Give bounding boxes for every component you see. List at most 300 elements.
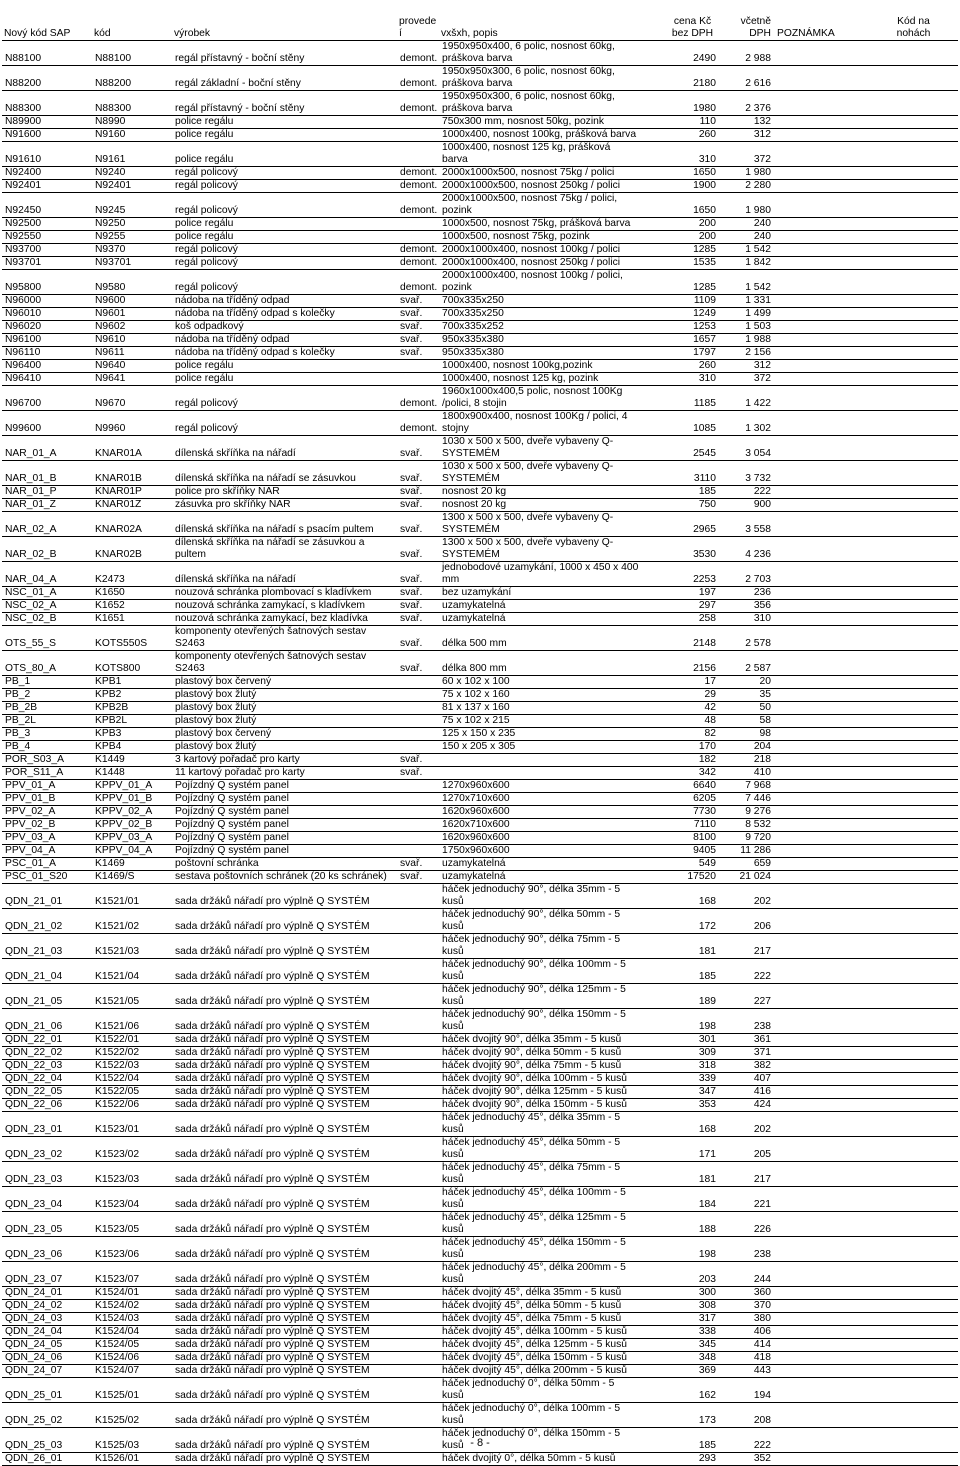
cell-price-without-vat: 181: [663, 934, 720, 959]
cell-price-with-vat: 2 616: [720, 66, 775, 91]
cell-execution: [397, 1403, 439, 1428]
cell-note: [775, 334, 867, 347]
cell-leg-code: [867, 715, 958, 728]
cell-description: 2000x1000x500, nosnost 250kg / polici: [439, 180, 663, 193]
cell-execution: [397, 741, 439, 754]
cell-price-without-vat: 2156: [663, 651, 720, 676]
cell-code: K1522/05: [92, 1086, 172, 1099]
cell-description: 2000x1000x400, nosnost 250kg / polici: [439, 257, 663, 270]
cell-note: [775, 689, 867, 702]
cell-price-without-vat: 339: [663, 1073, 720, 1086]
cell-price-with-vat: 204: [720, 741, 775, 754]
cell-price-with-vat: 360: [720, 1287, 775, 1300]
header-code: kód: [92, 10, 172, 41]
cell-note: [775, 1086, 867, 1099]
cell-price-with-vat: 418: [720, 1352, 775, 1365]
cell-price-without-vat: 1109: [663, 295, 720, 308]
cell-note: [775, 858, 867, 871]
cell-execution: demont.: [397, 411, 439, 436]
cell-execution: svař.: [397, 651, 439, 676]
cell-code: K1521/06: [92, 1009, 172, 1034]
cell-description: háček jednoduchý 45°, délka 75mm - 5 kusů: [439, 1162, 663, 1187]
cell-code: N9611: [92, 347, 172, 360]
cell-note: [775, 180, 867, 193]
cell-sap-code: QDN_22_02: [2, 1047, 92, 1060]
cell-price-without-vat: 185: [663, 486, 720, 499]
cell-product: koš odpadkový: [172, 321, 397, 334]
table-row: [2, 1453, 958, 1466]
cell-description: 950x335x380: [439, 347, 663, 360]
cell-sap-code: N92500: [2, 218, 92, 231]
cell-sap-code: QDN_24_04: [2, 1326, 92, 1339]
cell-leg-code: [867, 651, 958, 676]
cell-price-with-vat: 312: [720, 360, 775, 373]
cell-sap-code: PB_2B: [2, 702, 92, 715]
cell-leg-code: [867, 702, 958, 715]
cell-leg-code: [867, 270, 958, 295]
cell-execution: [397, 1237, 439, 1262]
cell-sap-code: QDN_23_01: [2, 1112, 92, 1137]
cell-price-without-vat: 1980: [663, 91, 720, 116]
cell-code: KPPV_02_B: [92, 819, 172, 832]
cell-product: regál policový: [172, 386, 397, 411]
cell-price-with-vat: 410: [720, 767, 775, 780]
cell-execution: demont.: [397, 66, 439, 91]
cell-leg-code: [867, 1339, 958, 1352]
table-row: [2, 512, 958, 537]
cell-product: regál policový: [172, 411, 397, 436]
table-row: [2, 218, 958, 231]
cell-sap-code: NAR_01_A: [2, 436, 92, 461]
cell-code: KOTS800: [92, 651, 172, 676]
cell-price-without-vat: 17: [663, 676, 720, 689]
cell-leg-code: [867, 373, 958, 386]
cell-note: [775, 934, 867, 959]
cell-price-without-vat: 189: [663, 984, 720, 1009]
cell-sap-code: QDN_22_01: [2, 1034, 92, 1047]
cell-sap-code: QDN_24_06: [2, 1352, 92, 1365]
cell-price-without-vat: 301: [663, 1034, 720, 1047]
table-row: [2, 741, 958, 754]
cell-price-with-vat: 238: [720, 1009, 775, 1034]
cell-price-with-vat: 356: [720, 600, 775, 613]
cell-note: [775, 537, 867, 562]
cell-code: K1449: [92, 754, 172, 767]
cell-code: K1522/02: [92, 1047, 172, 1060]
cell-price-without-vat: 203: [663, 1262, 720, 1287]
cell-leg-code: [867, 347, 958, 360]
cell-execution: demont.: [397, 167, 439, 180]
cell-code: KPPV_04_A: [92, 845, 172, 858]
cell-price-without-vat: 162: [663, 1378, 720, 1403]
cell-price-with-vat: 20: [720, 676, 775, 689]
table-row: [2, 1086, 958, 1099]
cell-description: jednobodové uzamykání, 1000 x 450 x 400 mm: [439, 562, 663, 587]
cell-execution: svař.: [397, 334, 439, 347]
cell-leg-code: [867, 1034, 958, 1047]
cell-code: K1525/03: [92, 1428, 172, 1453]
cell-product: zásuvka pro skříňky NAR: [172, 499, 397, 512]
cell-code: K1521/01: [92, 884, 172, 909]
cell-price-without-vat: 197: [663, 587, 720, 600]
cell-execution: [397, 1378, 439, 1403]
cell-execution: [397, 676, 439, 689]
cell-price-without-vat: 170: [663, 741, 720, 754]
cell-price-with-vat: 8 532: [720, 819, 775, 832]
cell-description: háček dvojitý 90°, délka 35mm - 5 kusů: [439, 1034, 663, 1047]
cell-description: háček dvojitý 45°, délka 35mm - 5 kusů: [439, 1287, 663, 1300]
cell-product: regál policový: [172, 193, 397, 218]
cell-sap-code: QDN_21_04: [2, 959, 92, 984]
cell-price-with-vat: 659: [720, 858, 775, 871]
cell-description: uzamykatelná: [439, 613, 663, 626]
cell-price-with-vat: 3 054: [720, 436, 775, 461]
cell-description: háček dvojitý 0°, délka 50mm - 5 kusů: [439, 1453, 663, 1466]
cell-price-with-vat: 7 968: [720, 780, 775, 793]
cell-product: sada držáků nářadí pro výplně Q SYSTÉM: [172, 1262, 397, 1287]
cell-execution: svař.: [397, 613, 439, 626]
cell-execution: [397, 1073, 439, 1086]
cell-note: [775, 1339, 867, 1352]
cell-price-without-vat: 1657: [663, 334, 720, 347]
cell-product: sada držáků nářadí pro výplně Q SYSTÉM: [172, 884, 397, 909]
cell-description: 75 x 102 x 215: [439, 715, 663, 728]
cell-price-without-vat: 181: [663, 1162, 720, 1187]
cell-price-with-vat: 2 988: [720, 41, 775, 66]
cell-product: plastový box žlutý: [172, 741, 397, 754]
cell-note: [775, 1034, 867, 1047]
cell-product: police regálu: [172, 218, 397, 231]
cell-execution: [397, 909, 439, 934]
cell-execution: svař.: [397, 486, 439, 499]
cell-price-without-vat: 1185: [663, 386, 720, 411]
cell-sap-code: QDN_24_07: [2, 1365, 92, 1378]
table-row: [2, 537, 958, 562]
cell-price-with-vat: 312: [720, 129, 775, 142]
cell-price-without-vat: 293: [663, 1453, 720, 1466]
cell-price-without-vat: 309: [663, 1047, 720, 1060]
table-row: [2, 1099, 958, 1112]
cell-price-without-vat: 168: [663, 884, 720, 909]
cell-sap-code: N91610: [2, 142, 92, 167]
cell-execution: [397, 1009, 439, 1034]
header-sap-code: Nový kód SAP: [2, 10, 92, 41]
table-row: [2, 1162, 958, 1187]
price-table: [2, 10, 958, 1466]
cell-description: bez uzamykání: [439, 587, 663, 600]
cell-price-without-vat: 6640: [663, 780, 720, 793]
cell-leg-code: [867, 321, 958, 334]
cell-price-with-vat: 222: [720, 959, 775, 984]
cell-description: 700x335x252: [439, 321, 663, 334]
cell-price-without-vat: 198: [663, 1009, 720, 1034]
cell-description: háček jednoduchý 0°, délka 100mm - 5 kusů: [439, 1403, 663, 1428]
cell-product: komponenty otevřených šatnových sestav S2463: [172, 626, 397, 651]
cell-price-with-vat: 238: [720, 1237, 775, 1262]
header-note: POZNÁMKA: [775, 10, 867, 41]
cell-price-with-vat: 205: [720, 1137, 775, 1162]
cell-sap-code: PPV_02_B: [2, 819, 92, 832]
cell-description: 750x300 mm, nosnost 50kg, pozink: [439, 116, 663, 129]
table-row: [2, 373, 958, 386]
cell-leg-code: [867, 1187, 958, 1212]
cell-sap-code: PSC_01_A: [2, 858, 92, 871]
cell-product: nádoba na tříděný odpad: [172, 295, 397, 308]
cell-price-without-vat: 3530: [663, 537, 720, 562]
cell-code: K1651: [92, 613, 172, 626]
cell-price-with-vat: 2 578: [720, 626, 775, 651]
cell-product: regál policový: [172, 180, 397, 193]
cell-leg-code: [867, 1237, 958, 1262]
cell-leg-code: [867, 231, 958, 244]
cell-description: 1950x950x300, 6 polic, nosnost 60kg, práškova barva: [439, 66, 663, 91]
cell-note: [775, 984, 867, 1009]
cell-leg-code: [867, 871, 958, 884]
cell-sap-code: N92550: [2, 231, 92, 244]
cell-note: [775, 244, 867, 257]
cell-sap-code: N96020: [2, 321, 92, 334]
cell-note: [775, 1313, 867, 1326]
cell-product: sada držáků nářadí pro výplně Q SYSTÉM: [172, 909, 397, 934]
cell-note: [775, 257, 867, 270]
cell-price-with-vat: 361: [720, 1034, 775, 1047]
cell-note: [775, 41, 867, 66]
cell-product: Pojízdný Q systém panel: [172, 780, 397, 793]
table-row: [2, 715, 958, 728]
cell-description: [439, 767, 663, 780]
cell-price-with-vat: 2 703: [720, 562, 775, 587]
cell-execution: [397, 1262, 439, 1287]
cell-product: sada držáků nářadí pro výplně Q SYSTÉM: [172, 1313, 397, 1326]
cell-code: KPPV_03_A: [92, 832, 172, 845]
cell-price-without-vat: 200: [663, 231, 720, 244]
cell-leg-code: [867, 116, 958, 129]
cell-product: sada držáků nářadí pro výplně Q SYSTÉM: [172, 1352, 397, 1365]
cell-note: [775, 1073, 867, 1086]
cell-note: [775, 754, 867, 767]
cell-note: [775, 884, 867, 909]
cell-price-without-vat: 1249: [663, 308, 720, 321]
cell-sap-code: NAR_01_B: [2, 461, 92, 486]
cell-product: dílenská skříňka na nářadí: [172, 562, 397, 587]
cell-execution: [397, 1339, 439, 1352]
cell-price-without-vat: 317: [663, 1313, 720, 1326]
cell-note: [775, 715, 867, 728]
cell-sap-code: PPV_04_A: [2, 845, 92, 858]
cell-execution: svař.: [397, 499, 439, 512]
cell-product: sada držáků nářadí pro výplně Q SYSTÉM: [172, 1339, 397, 1352]
cell-description: háček dvojitý 90°, délka 100mm - 5 kusů: [439, 1073, 663, 1086]
cell-product: nádoba na tříděný odpad: [172, 334, 397, 347]
cell-description: háček jednoduchý 90°, délka 150mm - 5 kusů: [439, 1009, 663, 1034]
cell-product: nouzová schránka plombovací s kladívkem: [172, 587, 397, 600]
cell-sap-code: QDN_23_02: [2, 1137, 92, 1162]
table-row: [2, 562, 958, 587]
cell-price-with-vat: 98: [720, 728, 775, 741]
cell-description: 125 x 150 x 235: [439, 728, 663, 741]
cell-sap-code: NSC_02_A: [2, 600, 92, 613]
cell-execution: [397, 231, 439, 244]
cell-execution: [397, 1137, 439, 1162]
cell-description: háček dvojitý 90°, délka 125mm - 5 kusů: [439, 1086, 663, 1099]
cell-execution: [397, 129, 439, 142]
cell-execution: [397, 1287, 439, 1300]
cell-execution: [397, 1453, 439, 1466]
cell-leg-code: [867, 142, 958, 167]
cell-description: háček dvojitý 90°, délka 75mm - 5 kusů: [439, 1060, 663, 1073]
cell-leg-code: [867, 832, 958, 845]
cell-execution: svař.: [397, 562, 439, 587]
cell-price-with-vat: 35: [720, 689, 775, 702]
cell-code: KPB2B: [92, 702, 172, 715]
cell-note: [775, 1112, 867, 1137]
cell-sap-code: NAR_02_A: [2, 512, 92, 537]
table-row: [2, 780, 958, 793]
cell-description: háček jednoduchý 45°, délka 150mm - 5 kusů: [439, 1237, 663, 1262]
cell-code: K1524/06: [92, 1352, 172, 1365]
cell-description: 1950x950x300, 6 polic, nosnost 60kg, práškova barva: [439, 91, 663, 116]
cell-code: K1523/05: [92, 1212, 172, 1237]
cell-note: [775, 386, 867, 411]
table-row: [2, 436, 958, 461]
cell-price-without-vat: 750: [663, 499, 720, 512]
cell-leg-code: [867, 244, 958, 257]
cell-price-without-vat: 2490: [663, 41, 720, 66]
table-row: [2, 116, 958, 129]
cell-description: háček jednoduchý 0°, délka 150mm - 5 kusů: [439, 1428, 663, 1453]
cell-code: K1522/04: [92, 1073, 172, 1086]
cell-code: K1523/02: [92, 1137, 172, 1162]
cell-code: N9580: [92, 270, 172, 295]
cell-code: N9255: [92, 231, 172, 244]
cell-leg-code: [867, 1073, 958, 1086]
cell-product: sada držáků nářadí pro výplně Q SYSTÉM: [172, 1047, 397, 1060]
cell-price-with-vat: 2 280: [720, 180, 775, 193]
cell-product: police regálu: [172, 360, 397, 373]
cell-price-without-vat: 29: [663, 689, 720, 702]
cell-price-without-vat: 338: [663, 1326, 720, 1339]
cell-note: [775, 587, 867, 600]
cell-note: [775, 871, 867, 884]
cell-sap-code: POR_S11_A: [2, 767, 92, 780]
cell-code: KPB2: [92, 689, 172, 702]
cell-description: 1030 x 500 x 500, dveře vybaveny Q- SYSTEMÉM: [439, 461, 663, 486]
cell-price-without-vat: 308: [663, 1300, 720, 1313]
cell-price-with-vat: 1 499: [720, 308, 775, 321]
cell-price-without-vat: 353: [663, 1099, 720, 1112]
cell-price-without-vat: 369: [663, 1365, 720, 1378]
cell-price-with-vat: 1 980: [720, 167, 775, 180]
cell-sap-code: QDN_24_05: [2, 1339, 92, 1352]
cell-leg-code: [867, 1403, 958, 1428]
cell-code: K1521/02: [92, 909, 172, 934]
cell-leg-code: [867, 587, 958, 600]
cell-code: K1524/03: [92, 1313, 172, 1326]
cell-code: N9960: [92, 411, 172, 436]
cell-price-with-vat: 240: [720, 218, 775, 231]
table-row: [2, 1403, 958, 1428]
cell-price-without-vat: 1650: [663, 167, 720, 180]
cell-price-without-vat: 318: [663, 1060, 720, 1073]
cell-price-without-vat: 7730: [663, 806, 720, 819]
cell-code: N9240: [92, 167, 172, 180]
cell-sap-code: PPV_01_A: [2, 780, 92, 793]
cell-description: 1000x500, nosnost 75kg, pozink: [439, 231, 663, 244]
cell-leg-code: [867, 626, 958, 651]
table-row: [2, 360, 958, 373]
cell-description: 81 x 137 x 160: [439, 702, 663, 715]
cell-execution: [397, 218, 439, 231]
cell-description: 60 x 102 x 100: [439, 676, 663, 689]
table-row: [2, 1009, 958, 1034]
cell-execution: [397, 806, 439, 819]
cell-description: háček dvojitý 45°, délka 100mm - 5 kusů: [439, 1326, 663, 1339]
table-row: [2, 819, 958, 832]
cell-description: 2000x1000x400, nosnost 100kg / polici: [439, 244, 663, 257]
cell-product: dílenská skříňka na nářadí s psacím pultem: [172, 512, 397, 537]
cell-code: N88200: [92, 66, 172, 91]
cell-price-without-vat: 1797: [663, 347, 720, 360]
cell-sap-code: QDN_24_01: [2, 1287, 92, 1300]
cell-leg-code: [867, 91, 958, 116]
cell-price-without-vat: 2545: [663, 436, 720, 461]
cell-price-with-vat: 1 331: [720, 295, 775, 308]
table-row: [2, 1300, 958, 1313]
cell-code: KPPV_01_A: [92, 780, 172, 793]
table-row: [2, 1034, 958, 1047]
cell-sap-code: N91600: [2, 129, 92, 142]
cell-leg-code: [867, 845, 958, 858]
cell-price-without-vat: 345: [663, 1339, 720, 1352]
cell-price-with-vat: 227: [720, 984, 775, 1009]
cell-note: [775, 1137, 867, 1162]
cell-price-with-vat: 424: [720, 1099, 775, 1112]
cell-price-with-vat: 7 446: [720, 793, 775, 806]
cell-price-without-vat: 182: [663, 754, 720, 767]
cell-leg-code: [867, 41, 958, 66]
table-row: [2, 411, 958, 436]
cell-note: [775, 66, 867, 91]
cell-sap-code: NAR_04_A: [2, 562, 92, 587]
cell-description: háček jednoduchý 90°, délka 35mm - 5 kusů: [439, 884, 663, 909]
table-row: [2, 486, 958, 499]
cell-sap-code: N96000: [2, 295, 92, 308]
cell-price-with-vat: 372: [720, 373, 775, 386]
cell-execution: [397, 1112, 439, 1137]
cell-product: plastový box červený: [172, 728, 397, 741]
cell-product: Pojízdný Q systém panel: [172, 793, 397, 806]
cell-code: K1525/02: [92, 1403, 172, 1428]
cell-price-with-vat: 380: [720, 1313, 775, 1326]
cell-code: N9641: [92, 373, 172, 386]
cell-execution: svař.: [397, 767, 439, 780]
cell-note: [775, 308, 867, 321]
cell-description: háček jednoduchý 45°, délka 125mm - 5 kusů: [439, 1212, 663, 1237]
cell-price-without-vat: 185: [663, 959, 720, 984]
cell-note: [775, 1047, 867, 1060]
cell-sap-code: N88200: [2, 66, 92, 91]
cell-description: háček jednoduchý 0°, délka 50mm - 5 kusů: [439, 1378, 663, 1403]
cell-note: [775, 1162, 867, 1187]
cell-sap-code: N96410: [2, 373, 92, 386]
cell-description: nosnost 20 kg: [439, 499, 663, 512]
table-row: [2, 386, 958, 411]
cell-price-with-vat: 370: [720, 1300, 775, 1313]
cell-code: K2473: [92, 562, 172, 587]
cell-description: háček jednoduchý 90°, délka 50mm - 5 kusů: [439, 909, 663, 934]
table-row: [2, 308, 958, 321]
table-row: [2, 193, 958, 218]
